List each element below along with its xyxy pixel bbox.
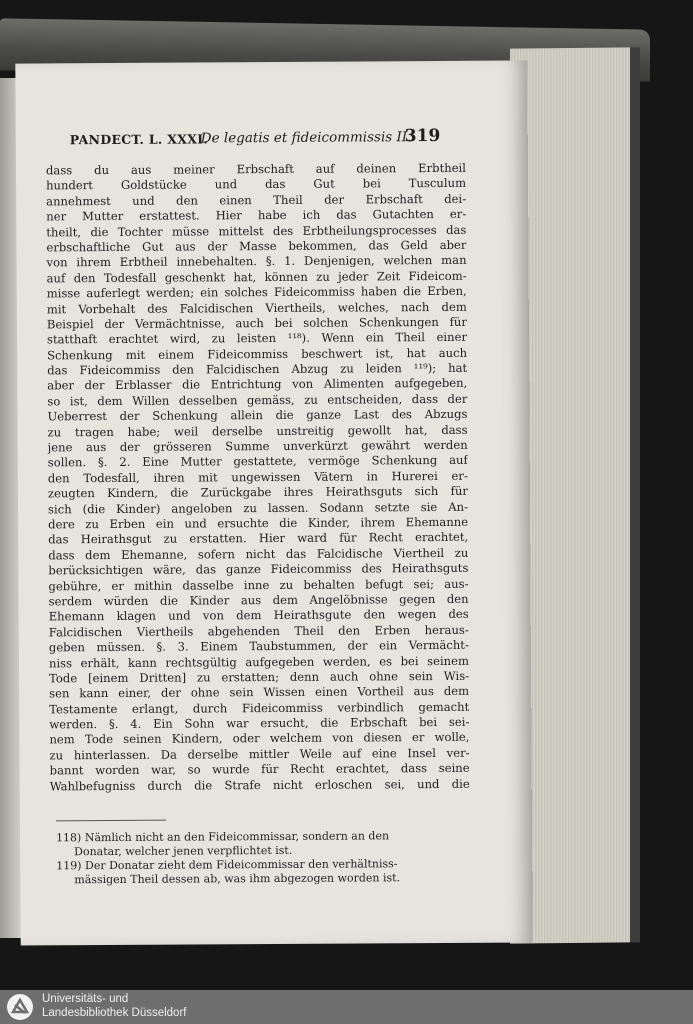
text-line: Ehemann klagen und von dem Heirathsgute den wegen des xyxy=(48,607,469,624)
text-line: serdem würden die Kinder aus dem Angelöbnisse gegen den xyxy=(48,591,469,609)
book-page xyxy=(15,60,532,945)
text-line: nem Tode seinen Kindern, oder welchem von diesen er wolle, xyxy=(49,730,470,747)
text-line: hundert Goldstücke und das Gut bei Tusculum xyxy=(46,176,467,193)
footnote-line: 118) Nämlich nicht an den Fideicommissar, sondern an den xyxy=(56,829,390,845)
footnote-divider xyxy=(56,820,166,822)
text-line: auf den Todesfall geschenkt hat, können zu jeder Zeit Fideicom- xyxy=(46,268,467,286)
footnote-line: Donatar, welcher jenen verpflichtet ist. xyxy=(74,843,293,859)
library-name-line2: Landesbibliothek Düsseldorf xyxy=(42,1007,187,1019)
text-line: das Heirathsgut zu erstatten. Hier ward für Recht erachtet, xyxy=(48,530,469,547)
text-line: Wahlbefugniss durch die Strafe nicht erloschen sei, und die xyxy=(49,776,470,794)
text-line: zu tragen habe; weil derselbe unstreitig gewollt hat, dass xyxy=(47,422,468,440)
text-line: das Fideicommiss den Falcidischen Abzug zu leiden ¹¹⁹); hat xyxy=(47,360,468,378)
header-book-reference: PANDECT. L. XXXI. xyxy=(69,131,209,148)
library-footer-bar xyxy=(0,990,693,1024)
text-line: den Todesfall, ihren mit ungewissen Vätern in Hurerei er- xyxy=(47,468,468,486)
footnotes xyxy=(56,829,464,887)
text-line: annehmest und den einen Theil der Erbschaft dei- xyxy=(46,191,467,209)
text-line: dere zu Erben ein und ersuchte die Kinder, ihrem Ehemanne xyxy=(48,514,469,532)
text-line: zeugten Kindern, die Zurückgabe ihres Heirathsguts sich für xyxy=(47,484,468,501)
text-line: mit Vorbehalt des Falcidischen Viertheils, welches, nach dem xyxy=(46,299,467,316)
text-line: dass du aus meiner Erbschaft auf deinen Erbtheil xyxy=(45,160,466,178)
page-number: 319 xyxy=(404,125,441,147)
text-line: aber der Erblasser die Entrichtung von Alimenten aufgegeben, xyxy=(47,376,468,393)
text-line: bannt worden war, so wurde für Recht erachtet, dass seine xyxy=(49,761,470,778)
text-line: statthaft erachtet wird, zu leisten ¹¹⁸). Wenn ein Theil einer xyxy=(46,330,468,347)
text-line: Testamente erlangt, durch Fideicommiss verbindlich gemacht xyxy=(49,699,470,717)
text-line: niss erhält, kann rechtsgültig aufgegeben werden, es bei seinem xyxy=(48,653,470,670)
text-line: Tode [einem Dritten] zu erstatten; denn auch ohne sein Wis- xyxy=(49,668,470,686)
text-line: misse auferlegt werden; ein solches Fideicommiss haben die Erben, xyxy=(46,283,467,301)
ulb-logo-icon xyxy=(6,993,34,1021)
footnote-line: mässigen Theil dessen ab, was ihm abgezogen worden ist. xyxy=(74,871,401,887)
text-line: Schenkung mit einem Fideicommiss beschwert ist, hat auch xyxy=(47,345,468,363)
text-line: jene aus der grösseren Summe unverkürzt gewährt werden xyxy=(47,437,468,455)
text-line: Falcidischen Viertheils abgehenden Theil den Erben heraus- xyxy=(48,622,469,640)
text-line: berücksichtigen wäre, das ganze Fideicommiss des Heirathsguts xyxy=(48,560,469,578)
text-line: sollen. §. 2. Eine Mutter gestattete, vermöge Schenkung auf xyxy=(47,453,468,470)
text-line: gebühre, er mithin dasselbe inne zu behalten befugt sei; aus- xyxy=(48,576,469,593)
library-name-line1: Universitäts- und xyxy=(42,993,129,1005)
text-line: zu hinterlassen. Da derselbe mittler Weile auf eine Insel ver- xyxy=(49,745,470,763)
text-line: sen kann einer, der ohne sein Wissen einen Vortheil aus dem xyxy=(49,684,470,701)
text-line: werden. §. 4. Ein Sohn war ersucht, die Erbschaft bei sei- xyxy=(49,714,470,732)
text-line: so ist, dem Willen desselben gemäss, zu entscheiden, dass der xyxy=(47,391,468,409)
text-line: von ihrem Erbtheil innebehalten. §. 1. Denjenigen, welchen man xyxy=(46,253,467,270)
text-line: dass dem Ehemanne, sofern nicht das Falcidische Viertheil zu xyxy=(48,545,469,563)
footnote-line: 119) Der Donatar zieht dem Fideicommissar den verhältniss- xyxy=(56,857,398,873)
header-title: De legatis et fideicommissis II. xyxy=(200,129,412,147)
text-line: geben müssen. §. 3. Einem Taubstummen, der ein Vermächt- xyxy=(48,637,469,655)
text-line: erbschaftliche Gut aus der Masse bekommen, das Geld aber xyxy=(46,237,467,255)
text-line: theilt, die Tochter müsse mittelst des Erbtheilungsprocesses das xyxy=(46,222,467,239)
text-line: sich (die Kinder) angeloben zu lassen. Sodann setzte sie An- xyxy=(47,499,469,516)
body-text xyxy=(46,161,470,795)
running-header xyxy=(70,125,450,151)
text-line: Beispiel der Vermächtnisse, auch bei solchen Schenkungen für xyxy=(46,314,467,332)
text-line: ner Mutter erstattest. Hier habe ich das Gutachten er- xyxy=(46,206,467,224)
text-line: Ueberrest der Schenkung allein die ganze Last des Abzugs xyxy=(47,407,468,424)
